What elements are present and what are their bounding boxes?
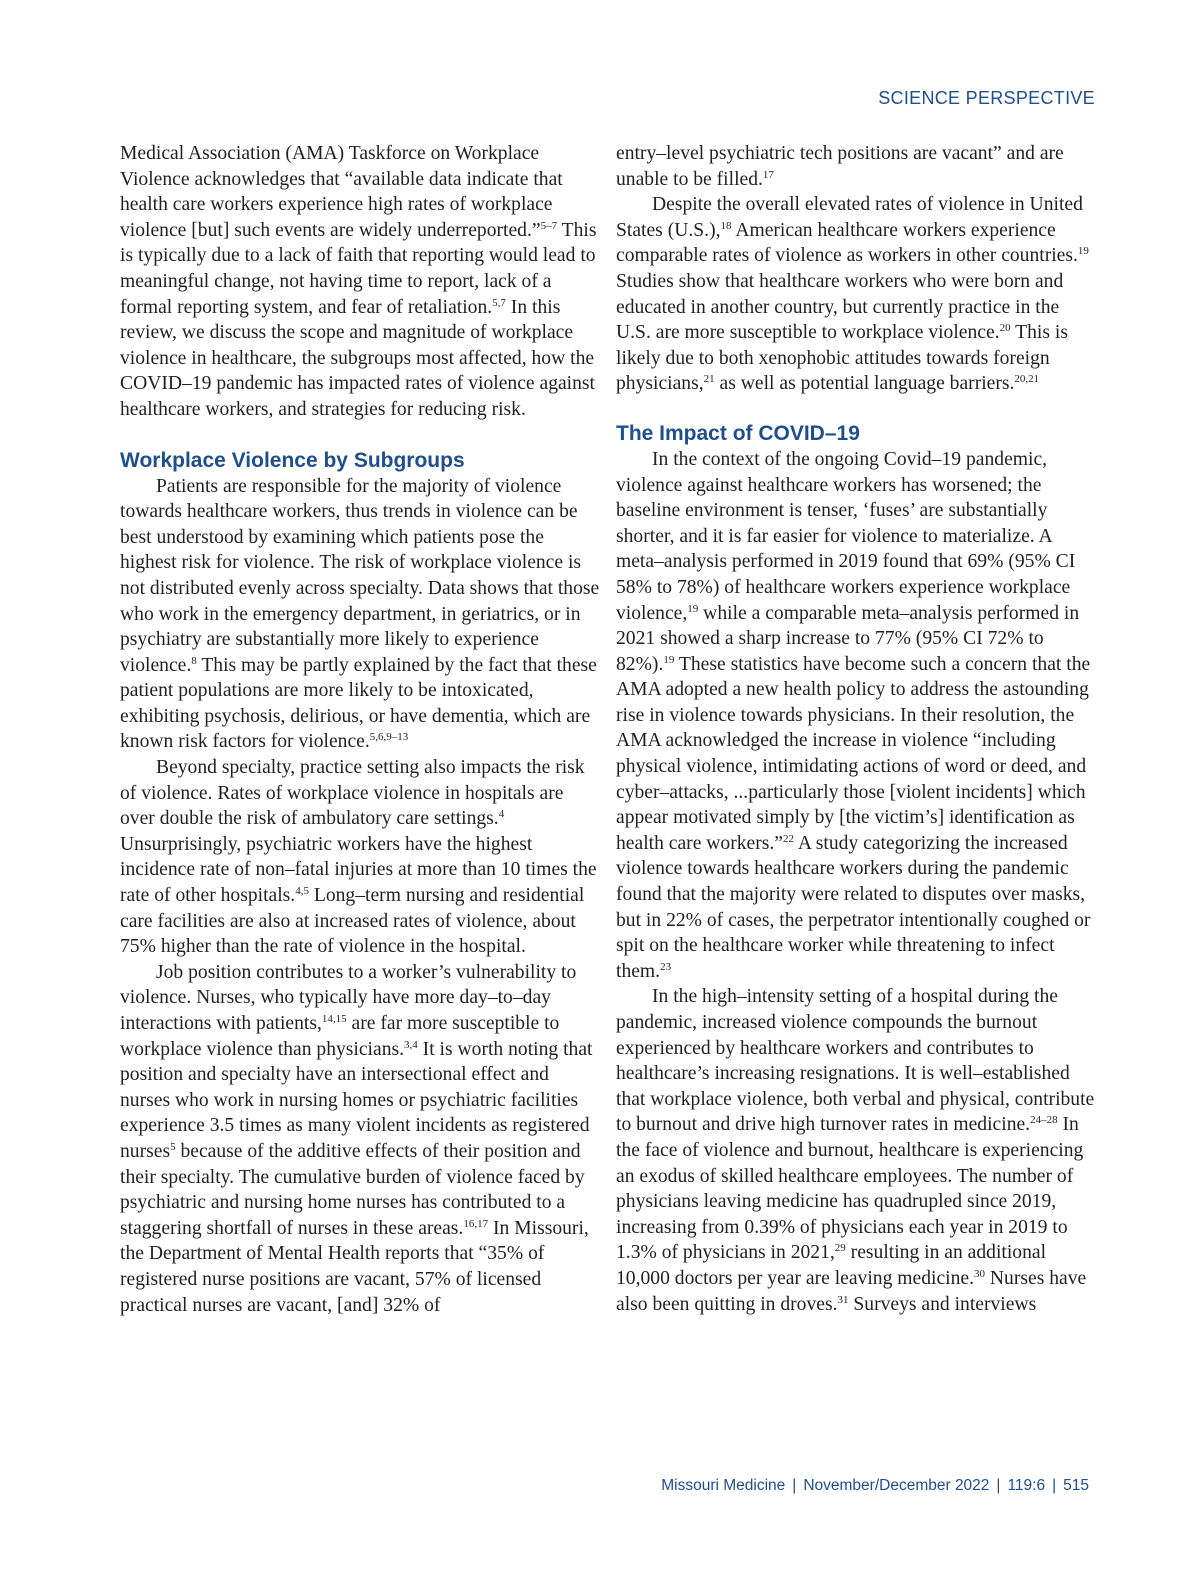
citation-superscript: 20,21 xyxy=(1014,373,1040,386)
section-heading: The Impact of COVID–19 xyxy=(616,421,860,445)
issue-date: November/December 2022 xyxy=(803,1477,990,1494)
journal-name: Missouri Medicine xyxy=(661,1477,786,1494)
text-run: Studies show that healthcare workers who were born and educated in another country, but currently practice in the U.S. are more susceptible to workplace violence. xyxy=(616,270,1064,344)
page-number: 515 xyxy=(1063,1477,1089,1494)
footer-separator: | xyxy=(996,1477,1001,1494)
body-paragraph xyxy=(616,192,1096,397)
body-paragraph xyxy=(120,474,600,756)
body-paragraph xyxy=(616,447,1096,984)
citation-superscript: 18 xyxy=(720,219,732,232)
volume-number: 119:6 xyxy=(1007,1477,1046,1494)
text-run: A study categorizing the increased violence towards healthcare workers during the pandemic found that the majority were related to disputes over masks, but in 22% of cases, the perpetrator intentionally coughed or spit on the healthcare worker while threatening to infect them. xyxy=(616,832,1091,982)
section-header: SCIENCE PERSPECTIVE xyxy=(878,88,1095,108)
text-run: These statistics have become such a concern that the AMA adopted a new health policy to address the astounding rise in violence towards physicians. In their resolution, the AMA acknowledged the increase in violence “including physical violence, intimidating actions of word or deed, and cyber–attacks, ...particularly those [violent incidents] which appear motivated simply by [the victim’s] identification as health care workers.” xyxy=(616,653,1091,854)
text-run: Unsurprisingly, psychiatric workers have the highest incidence rate of non–fatal injuries at more than 10 times the rate of other hospitals. xyxy=(120,833,597,907)
text-run: as well as potential language barriers. xyxy=(714,373,1015,395)
text-run: Nurses have also been quitting in droves. xyxy=(616,1267,1087,1315)
footer-separator: | xyxy=(1052,1477,1057,1494)
text-run: Despite the overall elevated rates of violence in United States (U.S.), xyxy=(616,194,1083,241)
citation-superscript: 24–28 xyxy=(1030,1114,1058,1127)
text-run: Medical Association (AMA) Taskforce on Workplace Violence acknowledges that “available data indicate that health care workers experience high rates of workplace violence [but] such events are widely underreported.” xyxy=(120,143,563,241)
text-run: In the face of violence and burnout, healthcare is experiencing an exodus of skilled healthcare employees. The number of physicians leaving medicine has quadrupled since 2019, increasing from 0.39% of physicians each year in 2019 to 1.3% of physicians in 2021, xyxy=(616,1114,1084,1264)
citation-superscript: 29 xyxy=(834,1242,846,1255)
citation-superscript: 31 xyxy=(837,1293,849,1306)
text-run: Patients are responsible for the majority of violence towards healthcare workers, thus trends in violence can be best understood by examining which patients pose the highest risk for violence. The risk of workplace violence is not distributed evenly across specialty. Data shows that those who work in the emergency department, in geriatrics, or in psychiatry are substantially more likely to experience violence. xyxy=(120,475,600,676)
citation-superscript: 5,7 xyxy=(492,296,506,309)
citation-superscript: 8 xyxy=(191,654,197,667)
body-paragraph xyxy=(120,755,600,960)
text-run: This is likely due to both xenophobic attitudes towards foreign physicians, xyxy=(616,322,1068,395)
citation-superscript: 19 xyxy=(1077,245,1089,258)
citation-superscript: 3,4 xyxy=(404,1038,418,1051)
text-run: It is worth noting that position and specialty have an intersectional effect and nurses who work in nursing homes or psychiatric facilities experience 3.5 times as many violent incidents as registered nurses xyxy=(120,1038,593,1162)
text-run: This may be partly explained by the fact that these patient populations are more likely to be intoxicated, exhibiting psychosis, delirious, or have dementia, which are known risk factors for violence. xyxy=(120,654,597,753)
citation-superscript: 4 xyxy=(498,808,505,821)
text-run: Long–term nursing and residential care facilities are also at increased rates of violence, about 75% higher than the rate of violence in the hospital. xyxy=(120,885,585,958)
citation-superscript: 22 xyxy=(783,832,794,845)
text-run: Job position contributes to a worker’s vulnerability to violence. Nurses, who typically have more day–to–day interactions with patients, xyxy=(120,961,577,1034)
citation-superscript: 14,15 xyxy=(321,1013,347,1025)
citation-superscript: 17 xyxy=(762,168,774,181)
citation-superscript: 5,6,9–13 xyxy=(369,731,409,744)
citation-superscript: 21 xyxy=(703,373,715,386)
citation-superscript: 5–7 xyxy=(540,219,558,232)
text-run: resulting in an additional 10,000 doctors per year are leaving medicine. xyxy=(616,1242,1047,1289)
citation-superscript: 19 xyxy=(663,653,675,666)
text-run: This is typically due to a lack of faith that reporting would lead to meaningful change, not having time to report, lack of a formal reporting system, and fear of retaliation. xyxy=(120,219,597,318)
text-run: are far more susceptible to workplace violence than physicians. xyxy=(120,1013,560,1060)
citation-superscript: 16,17 xyxy=(463,1217,489,1230)
text-run: Beyond specialty, practice setting also impacts the risk of violence. Rates of workplace violence in hospitals are over double the risk of ambulatory care settings. xyxy=(120,757,585,830)
body-paragraph xyxy=(120,960,600,1318)
text-run: while a comparable meta–analysis performed in 2021 showed a sharp increase to 77% (95% CI 72% to 82%). xyxy=(616,602,1080,675)
page-footer xyxy=(661,1477,1089,1495)
text-run: In the high–intensity setting of a hospital during the pandemic, increased violence compounds the burnout experienced by healthcare workers and contributes to healthcare’s increasing resignations. It is well–established that workplace violence, both verbal and physical, contribute to burnout and drive high turnover rates in medicine. xyxy=(616,986,1095,1136)
text-run: American healthcare workers experience comparable rates of violence as workers in other countries. xyxy=(616,219,1078,267)
text-run: because of the additive effects of their position and their specialty. The cumulative burden of violence faced by psychiatric and nursing home nurses has contributed to a staggering shortfall of nurses in these areas. xyxy=(120,1140,585,1239)
text-run: In this review, we discuss the scope and magnitude of workplace violence in healthcare, the subgroups most affected, how the COVID–19 pandemic has impacted rates of violence against healthcare workers, and strategies for reducing risk. xyxy=(120,296,595,420)
text-run: In the context of the ongoing Covid–19 pandemic, violence against healthcare workers has worsened; the baseline environment is tenser, ‘fuses’ are substantially shorter, and it is far easier for violence to materialize. A meta–analysis performed in 2019 found that 69% (95% CI 58% to 78%) of healthcare workers experience workplace violence, xyxy=(616,448,1076,624)
text-run: entry–level psychiatric tech positions are vacant” and are unable to be filled. xyxy=(616,143,1064,190)
body-paragraph xyxy=(616,984,1096,1317)
text-run: In Missouri, the Department of Mental Health reports that “35% of registered nurse positions are vacant, 57% of licensed practical nurses are vacant, [and] 32% of xyxy=(120,1217,589,1316)
citation-superscript: 30 xyxy=(974,1267,985,1280)
left-column xyxy=(120,141,600,1318)
citation-superscript: 5 xyxy=(170,1140,176,1153)
body-paragraph xyxy=(616,141,1096,192)
citation-superscript: 19 xyxy=(687,602,699,615)
body-paragraph xyxy=(120,141,600,423)
citation-superscript: 4,5 xyxy=(295,885,309,898)
citation-superscript: 20 xyxy=(999,322,1011,335)
footer-separator: | xyxy=(792,1477,797,1494)
right-column xyxy=(616,141,1096,1317)
text-run: Surveys and interviews xyxy=(848,1293,1037,1315)
section-heading: Workplace Violence by Subgroups xyxy=(120,448,465,472)
citation-superscript: 23 xyxy=(660,960,672,973)
